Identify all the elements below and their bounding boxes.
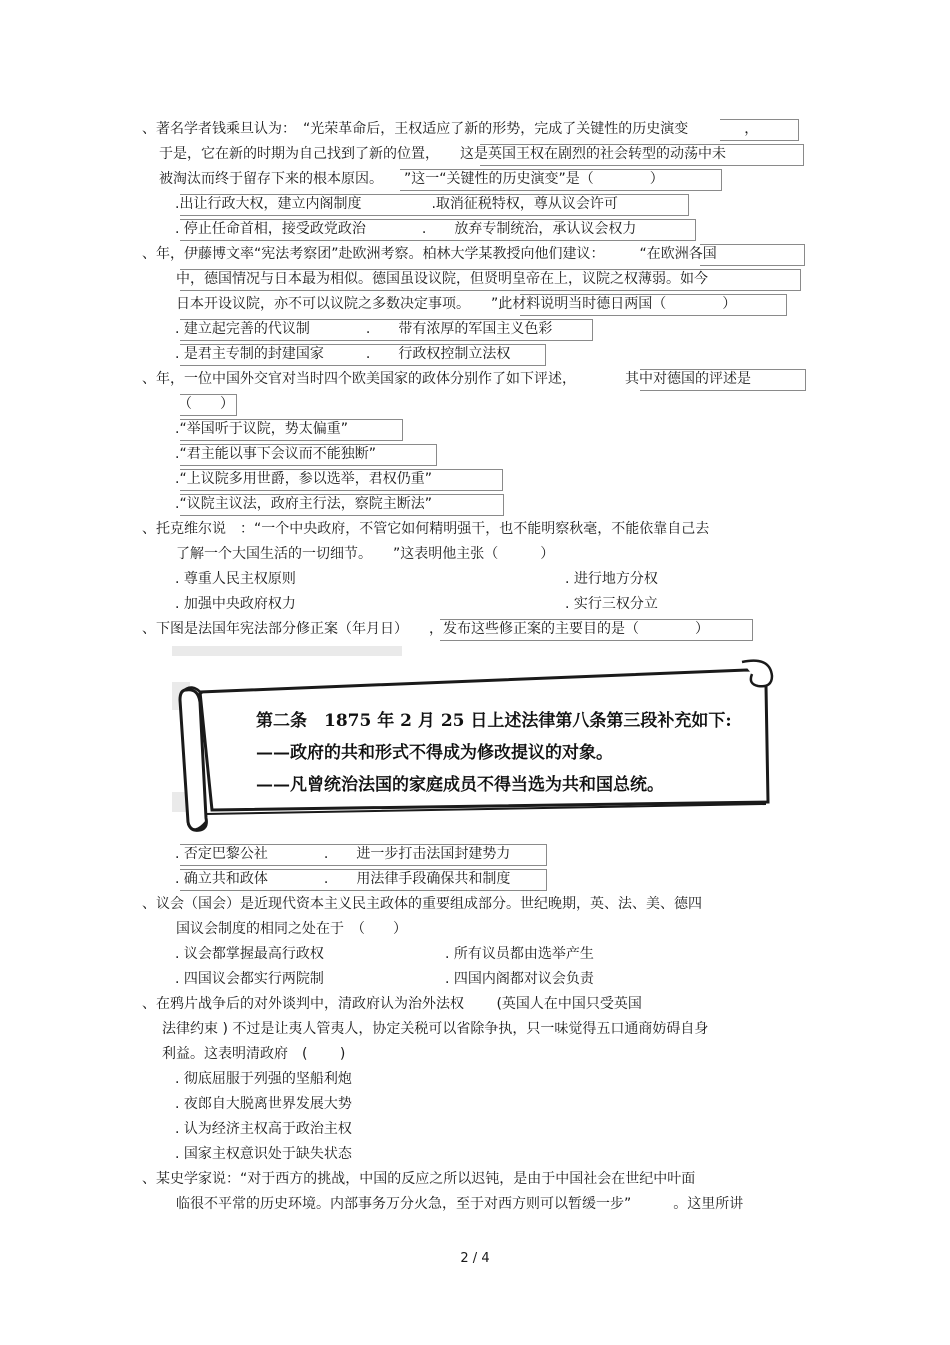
q7-option-d: . 国家主权意识处于缺失状态 [175,1146,352,1162]
box [180,869,547,891]
q1-stem-line-3: 被淘汰而终于留存下来的根本原因。 ”这一“关键性的历史演变”是（ ） [159,171,664,187]
q6-option-a: . 议会都掌握最高行政权 [175,946,324,962]
box [480,144,804,166]
box [180,394,237,416]
q7-option-b: . 夜郎自大脱离世界发展大势 [175,1096,352,1112]
q4-option-b: . 进行地方分权 [565,571,658,587]
q2-stem-line-3: 日本开设议院，亦不可以议院之多数决定事项。 ”此材料说明当时德日两国（ ） [176,296,737,312]
q1-stem-line-2: 于是，它在新的时期为自己找到了新的位置， 这是英国王权在剧烈的社会转型的动荡中未 [159,146,726,162]
q6-stem-line-1: 、议会（国会）是近现代资本主义民主政体的重要组成部分。世纪晚期，英、法、美、德四 [142,896,702,912]
q2-stem-line-2: 中，德国情况与日本最为相似。德国虽设议院，但贤明皇帝在上，议院之权薄弱。如今 [176,271,708,287]
q6-option-b: . 所有议员都由选举产生 [445,946,594,962]
box [520,294,787,316]
q8-stem-line-1: 、某史学家说：“对于西方的挑战，中国的反应之所以迟钝，是由于中国社会在世纪中叶面 [142,1171,696,1187]
q1-option-row-2: . 停止任命首相，接受政党政治 . 放弃专制统治，承认议会权力 [175,221,637,237]
box [180,269,801,291]
q6-option-c: . 四国议会都实行两院制 [175,971,324,987]
box [400,169,722,191]
q8-stem-line-2: 临很不平常的历史环境。内部事务万分火急，至于对西方则可以暂缓一步” 。这里所讲 [176,1196,744,1212]
box [180,344,546,366]
amendment-clause-1: ——政府的共和形式不得成为修改提议的对象。 [256,743,613,763]
q4-stem-line-2: 了解一个大国生活的一切细节。 ”这表明他主张（ ） [176,546,555,562]
q1-stem-line-1: 、著名学者钱乘旦认为： “光荣革命后，王权适应了新的形势，完成了关键性的历史演变 ， [142,121,759,137]
q3-stem-line-1: 、年，一位中国外交官对当时四个欧美国家的政体分别作了如下评述， 其中对德国的评述是 [142,371,751,387]
q4-stem-line-1: 、托克维尔说 ：“一个中央政府，不管它如何精明强干，也不能明察秋毫，不能依靠自己去 [142,521,710,537]
box [180,419,403,441]
q2-stem-line-1: 、年，伊藤博文率“宪法考察团”赴欧洲考察。柏林大学某教授向他们建议： “在欧洲各国 [142,246,717,262]
box [180,444,437,466]
q3-option-a: .“举国听于议院，势太偏重” [175,421,348,437]
page-number: 2 / 4 [460,1251,490,1266]
q4-option-c: . 加强中央政府权力 [175,596,296,612]
q7-option-a: . 彻底屈服于列强的坚船利炮 [175,1071,352,1087]
box [180,319,593,341]
q7-stem-line-1: 、在鸦片战争后的对外谈判中，清政府认为治外法权 (英国人在中国只受英国 [142,996,642,1012]
q7-stem-line-3: 利益。这表明清政府 ( ) [162,1046,346,1062]
q6-stem-line-2: 国议会制度的相同之处在于 （ ） [176,921,407,937]
q5-stem-line-1: 、下图是法国年宪法部分修正案（年月日） ，发布这些修正案的主要目的是（ ） [142,621,709,637]
amendment-clause-2: ——凡曾统治法国的家庭成员不得当选为共和国总统。 [256,775,664,795]
q3-option-d: .“议院主议法，政府主行法，察院主断法” [175,496,432,512]
q2-option-row-1: . 建立起完善的代议制 . 带有浓厚的军国主义色彩 [175,321,553,337]
amendment-scroll-figure [172,652,782,837]
q3-option-c: .“上议院多用世爵，参以选举，君权仍重” [175,471,432,487]
q6-option-d: . 四国内阁都对议会负责 [445,971,594,987]
q3-stem-line-2: （ ） [178,396,234,412]
q1-option-row-1: .出让行政大权，建立内阁制度 .取消征税特权，尊从议会许可 [175,196,618,212]
box [180,844,547,866]
box [180,194,689,216]
q5-option-row-1: . 否定巴黎公社 . 进一步打击法国封建势力 [175,846,511,862]
box [180,469,503,491]
box [180,219,696,241]
q3-option-b: .“君主能以事下会议而不能独断” [175,446,376,462]
box [440,619,753,641]
box [640,369,806,391]
box [700,244,805,266]
box [720,119,799,141]
box [180,494,504,516]
q2-option-row-2: . 是君主专制的封建国家 . 行政权控制立法权 [175,346,511,362]
q4-option-a: . 尊重人民主权原则 [175,571,296,587]
q5-option-row-2: . 确立共和政体 . 用法律手段确保共和制度 [175,871,511,887]
amendment-article-title: 第二条 1875 年 2 月 25 日上述法律第八条第三段补充如下: [256,711,732,731]
q7-stem-line-2: 法律约束 ) 不过是让夷人管夷人，协定关税可以省除争执，只一味觉得五口通商妨碍自身 [162,1021,709,1037]
q4-option-d: . 实行三权分立 [565,596,658,612]
q7-option-c: . 认为经济主权高于政治主权 [175,1121,352,1137]
